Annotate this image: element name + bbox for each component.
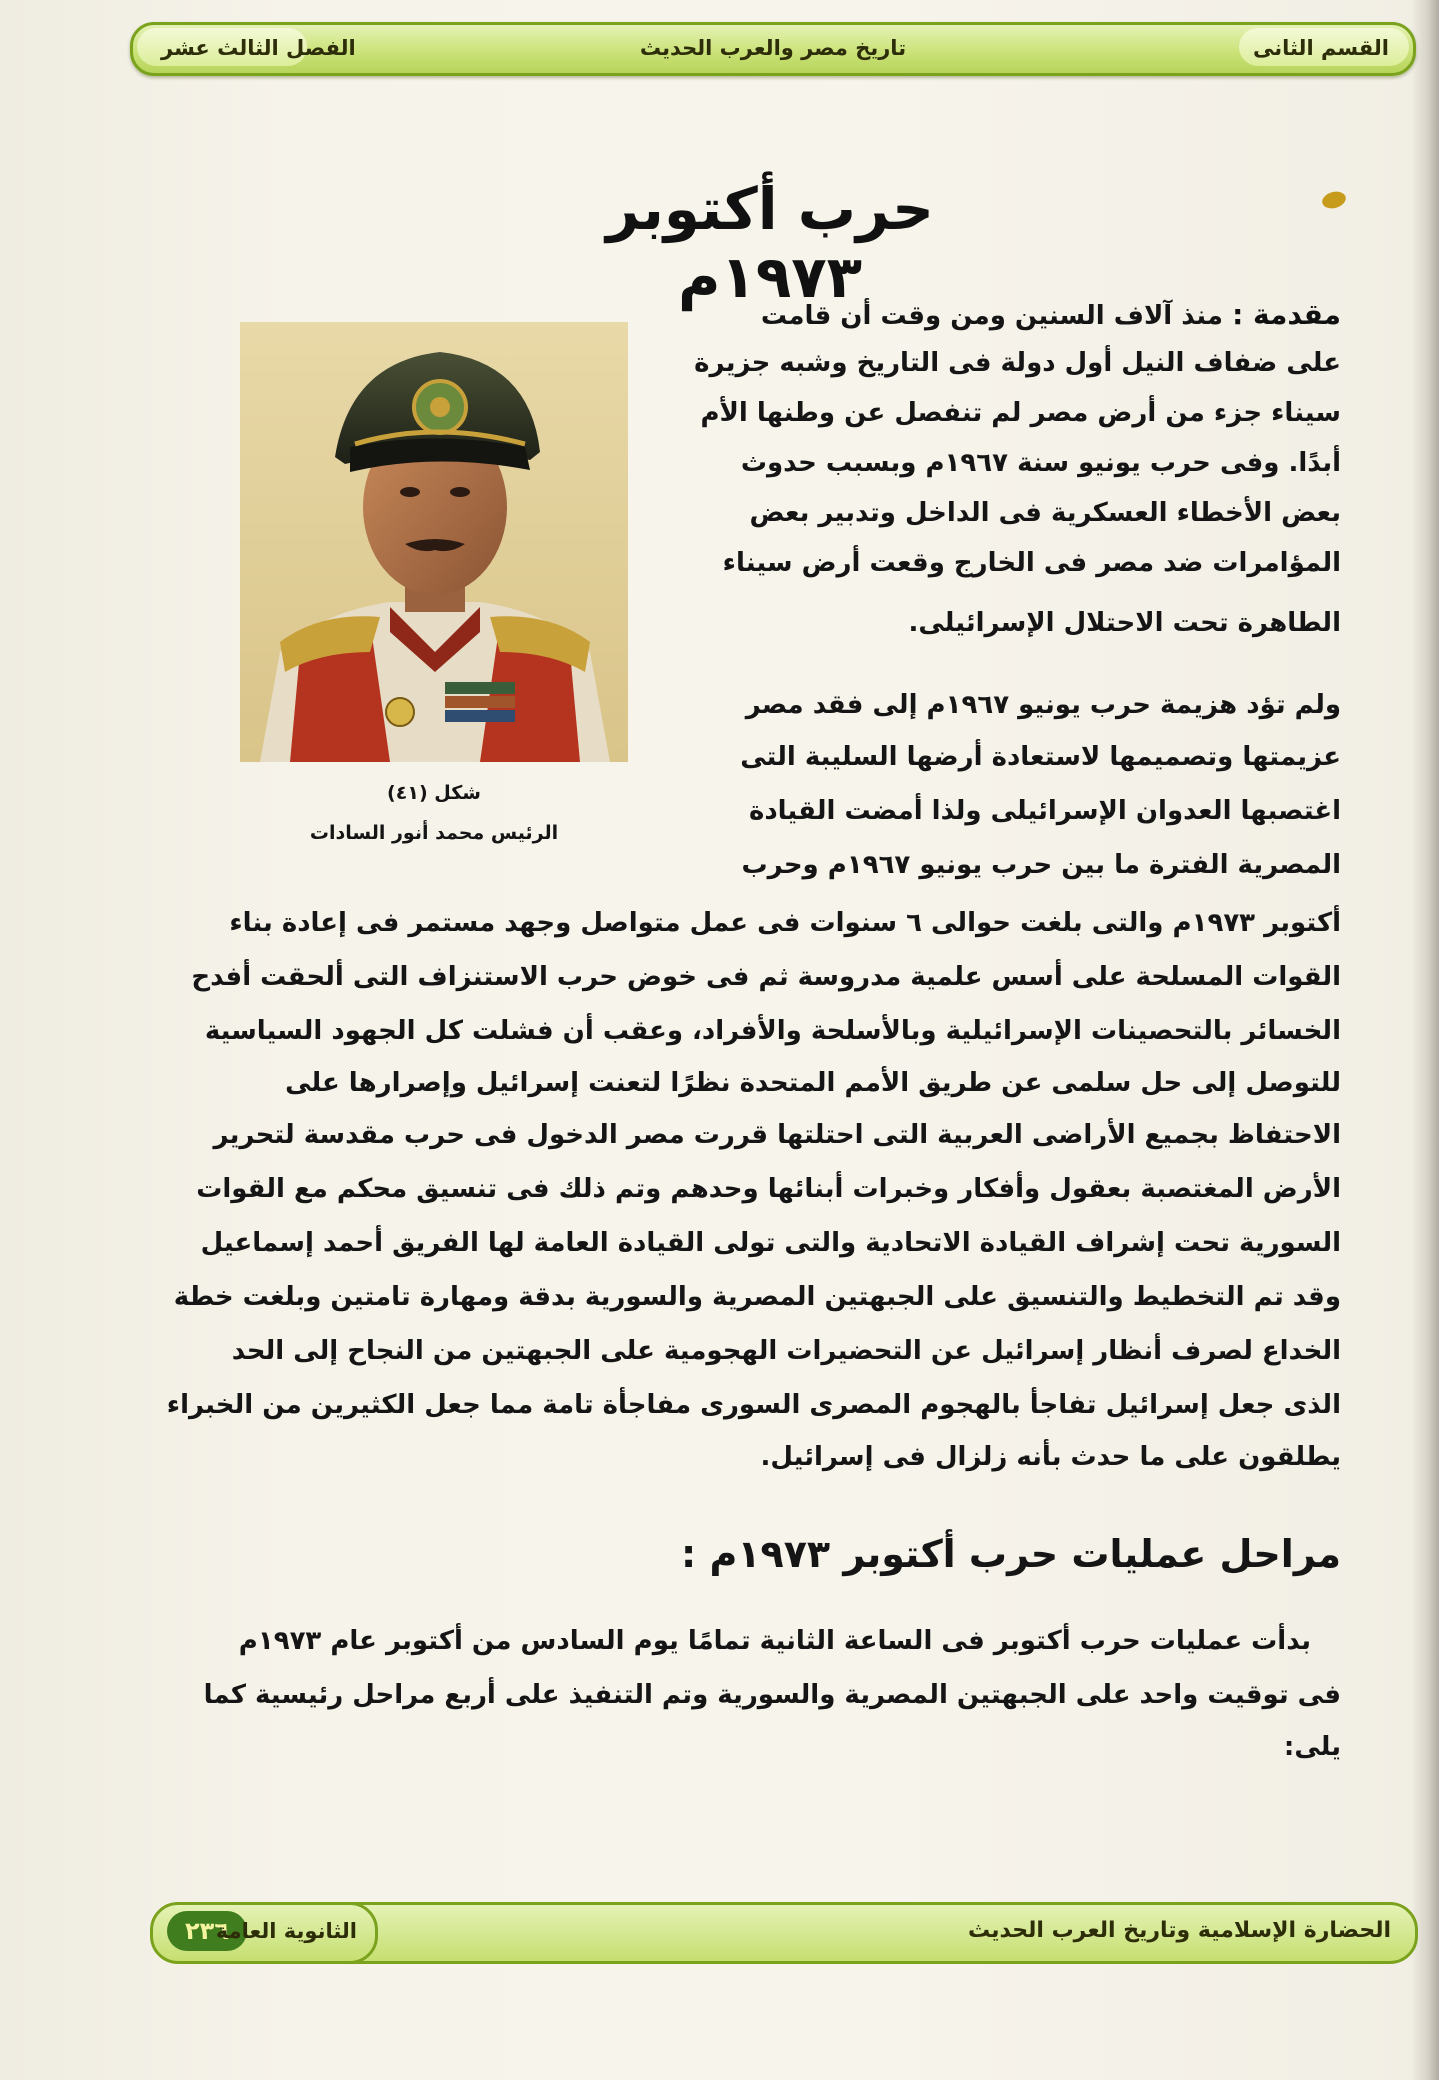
- footer-level: الثانوية العامة: [215, 1919, 357, 1943]
- para2-wide-line-8: وقد تم التخطيط والتنسيق على الجبهتين المصرية والسورية بدقة ومهارة تامتين وبلغت خطة: [173, 1282, 1341, 1312]
- intro-line-7: الطاهرة تحت الاحتلال الإسرائيلى.: [908, 608, 1341, 638]
- section2-line-2: فى توقيت واحد على الجبهتين المصرية والسورية وتم التنفيذ على أربع مراحل رئيسية كما: [203, 1680, 1341, 1710]
- intro-line-6: المؤامرات ضد مصر فى الخارج وقعت أرض سيناء: [722, 548, 1341, 578]
- header-section: القسم الثانى: [1252, 36, 1389, 60]
- para2-wide-line-4: للتوصل إلى حل سلمى عن طريق الأمم المتحدة نظرًا لتعنت إسرائيل وإصرارها على: [285, 1068, 1341, 1098]
- para2-wide-line-11: يطلقون على ما حدث بأنه زلزال فى إسرائيل.: [760, 1442, 1341, 1472]
- para2-wide-line-10: الذى جعل إسرائيل تفاجأ بالهجوم المصرى السورى مفاجأة تامة مما جعل الكثيرين من الخبراء: [166, 1390, 1341, 1420]
- intro-line-2: على ضفاف النيل أول دولة فى التاريخ وشبه جزيرة: [694, 348, 1341, 378]
- page-number: ٢٣٦: [167, 1911, 247, 1951]
- header-chapter: الفصل الثالث عشر: [161, 36, 356, 60]
- page-header-band: [130, 22, 1416, 76]
- para2-narrow-line-2: عزيمتها وتصميمها لاستعادة أرضها السليبة التى: [740, 742, 1341, 772]
- para2-wide-line-1: أكتوبر ١٩٧٣م والتى بلغت حوالى ٦ سنوات فى عمل متواصل وجهد مستمر فى إعادة بناء: [229, 908, 1341, 938]
- para2-wide-line-3: الخسائر بالتحصينات الإسرائيلية وبالأسلحة والأفراد، وعقب أن فشلت كل الجهود السياسية: [204, 1016, 1341, 1046]
- intro-line-text: منذ آلاف السنين ومن وقت أن قامت: [760, 301, 1223, 331]
- section2-line-1: بدأت عمليات حرب أكتوبر فى الساعة الثانية تمامًا يوم السادس من أكتوبر عام ١٩٧٣م: [238, 1626, 1311, 1656]
- figure-caption: الرئيس محمد أنور السادات: [309, 822, 559, 844]
- section2-line-3: يلى:: [1283, 1732, 1341, 1762]
- intro-line-4: أبدًا. وفى حرب يونيو سنة ١٩٦٧م وبسبب حدوث: [740, 448, 1341, 478]
- decorative-dot: [1320, 189, 1347, 211]
- intro-line-3: سيناء جزء من أرض مصر لم تنفصل عن وطنها الأم: [700, 398, 1341, 428]
- para2-narrow-line-3: اغتصبها العدوان الإسرائيلى ولذا أمضت القيادة: [748, 796, 1341, 826]
- para2-wide-line-7: السورية تحت إشراف القيادة الاتحادية والتى تولى القيادة العامة لها الفريق أحمد إسماعيل: [200, 1228, 1341, 1258]
- para2-wide-line-5: الاحتفاظ بجميع الأراضى العربية التى احتلتها قررت مصر الدخول فى حرب مقدسة لتحرير: [213, 1120, 1341, 1150]
- sadat-portrait: [240, 322, 628, 762]
- portrait-illustration: [240, 322, 628, 762]
- footer-book-band: [252, 1902, 1418, 1964]
- figure-label: شكل (٤١): [387, 782, 481, 804]
- header-subject: تاريخ مصر والعرب الحديث: [639, 36, 907, 60]
- para2-narrow-line-1: ولم تؤد هزيمة حرب يونيو ١٩٦٧م إلى فقد مصر: [745, 690, 1341, 720]
- intro-lead: مقدمة :: [1232, 298, 1341, 331]
- footer-book-title: الحضارة الإسلامية وتاريخ العرب الحديث: [968, 1918, 1391, 1943]
- para2-wide-line-6: الأرض المغتصبة بعقول وأفكار وخبرات أبنائها وحدهم وتم ذلك فى تنسيق محكم مع القوات: [196, 1174, 1341, 1204]
- para2-narrow-line-4: المصرية الفترة ما بين حرب يونيو ١٩٦٧م وحرب: [741, 850, 1341, 880]
- page-spine-shadow: [1411, 0, 1439, 2080]
- para2-wide-line-9: الخداع لصرف أنظار إسرائيل عن التحضيرات الهجومية على الجبهتين من النجاح إلى الحد: [231, 1336, 1341, 1366]
- section-heading: مراحل عمليات حرب أكتوبر ١٩٧٣م :: [681, 1532, 1341, 1576]
- footer-level-band: [150, 1902, 378, 1964]
- page-title: حرب أكتوبر ١٩٧٣م: [606, 175, 934, 311]
- para2-wide-line-2: القوات المسلحة على أسس علمية مدروسة ثم فى خوض حرب الاستنزاف التى ألحقت أفدح: [191, 962, 1341, 992]
- intro-line-1: [761, 298, 1341, 331]
- intro-line-5: بعض الأخطاء العسكرية فى الداخل وتدبير بعض: [749, 498, 1341, 528]
